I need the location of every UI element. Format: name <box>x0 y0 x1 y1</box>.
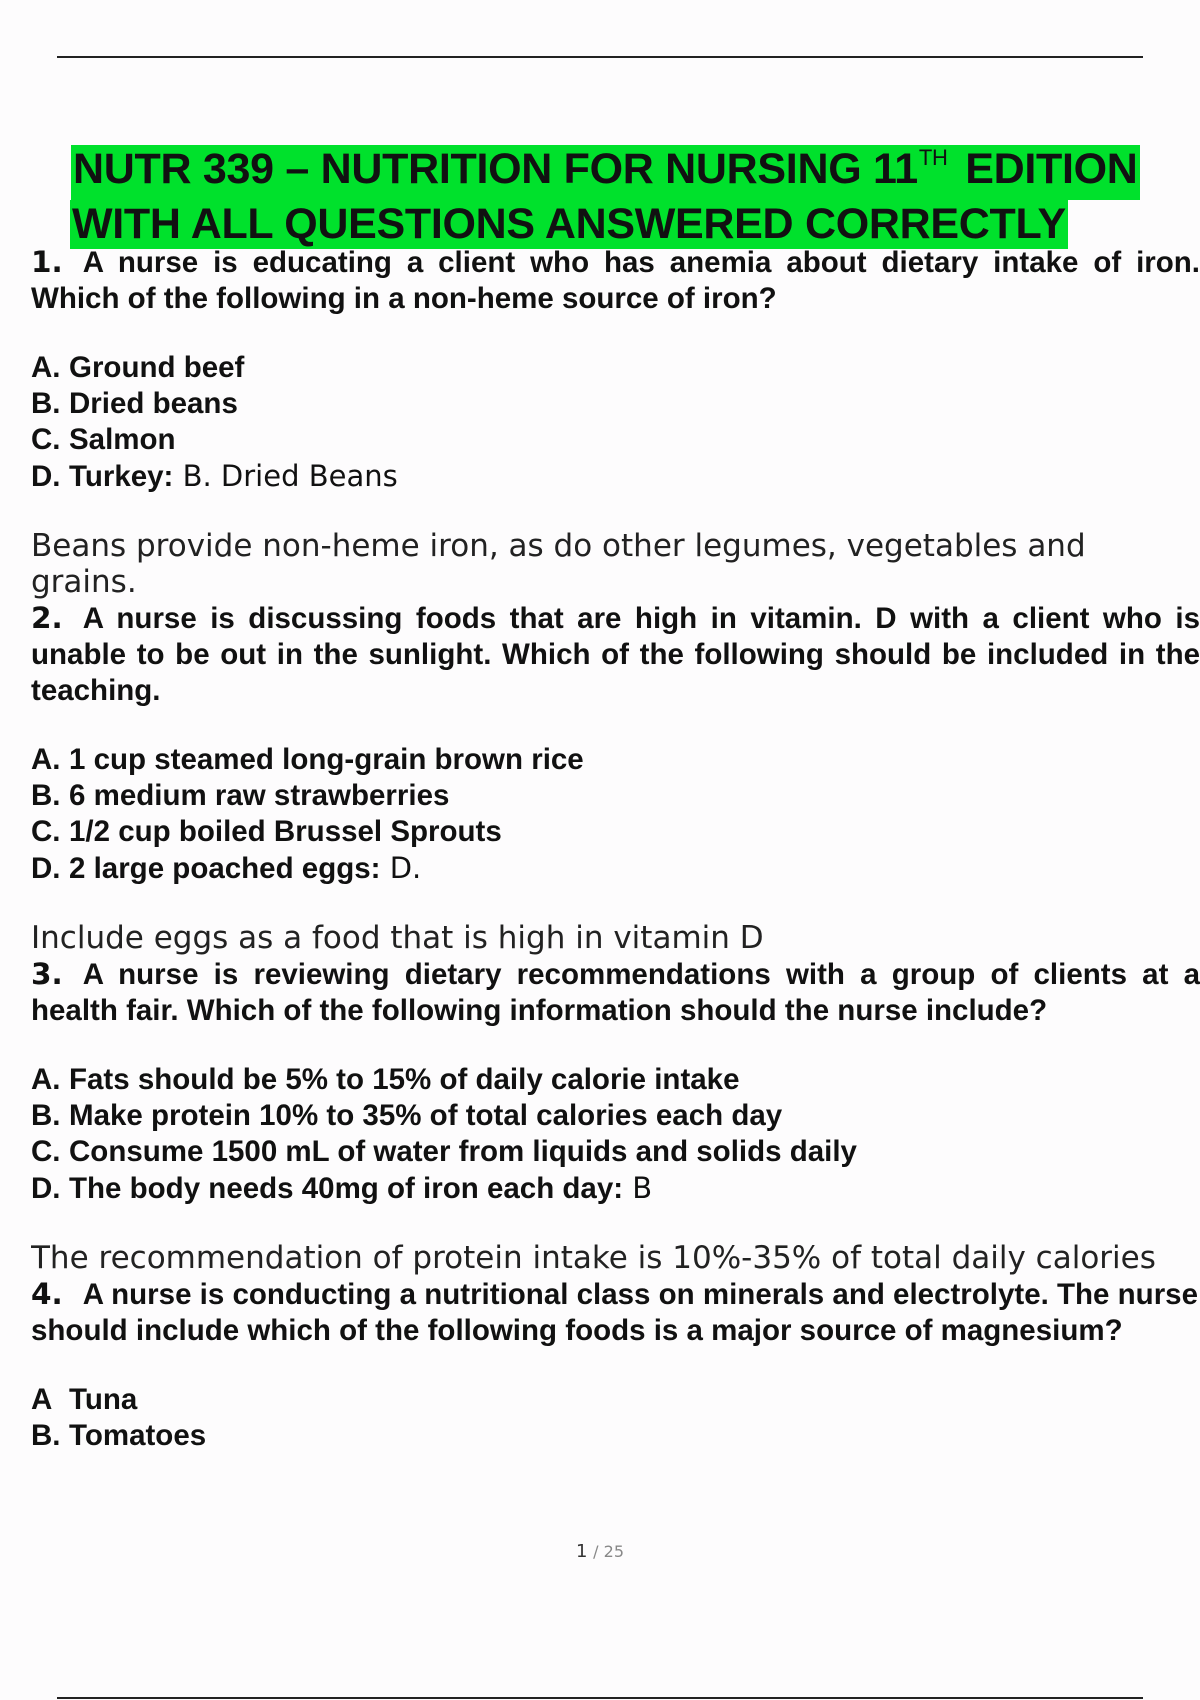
option: B. Tomatoes <box>31 1419 207 1452</box>
question-text: 2. A nurse is discussing foods that are high in vitamin. D with a client who is unable to be out in the sunlight. Which of the following should be included in the teaching. <box>31 601 1200 707</box>
question-text: 4. A nurse is conducting a nutritional class on minerals and electrolyte. The nurse should include which of the following foods is a major source of magnesium? <box>31 1277 1198 1347</box>
option: B. Dried beans <box>31 387 238 420</box>
answer-key: D. <box>380 851 422 885</box>
question-2 <box>31 600 1200 956</box>
title-superscript: TH <box>918 145 948 170</box>
option: C. Consume 1500 mL of water from liquids and solids daily <box>31 1135 857 1168</box>
question-1 <box>31 244 1200 600</box>
title-line-2: WITH ALL QUESTIONS ANSWERED CORRECTLY <box>72 200 1066 248</box>
bottom-rule <box>57 1697 1143 1699</box>
answer-explanation: Beans provide non-heme iron, as do other legumes, vegetables and grains. <box>31 528 1086 600</box>
page-current: 1 <box>575 1541 588 1562</box>
question-4 <box>31 1276 1200 1454</box>
option: C. 1/2 cup boiled Brussel Sprouts <box>31 815 502 848</box>
options-list <box>31 1062 1200 1207</box>
option: D. 2 large poached eggs: D. <box>31 851 422 885</box>
question-text: 1. A nurse is educating a client who has anemia about dietary intake of iron. Which of the following in a non-heme source of iron? <box>31 245 1200 315</box>
title-line-1: NUTR 339 – NUTRITION FOR NURSING 11TH EDITION <box>71 145 1140 200</box>
option: A. Fats should be 5% to 15% of daily calorie intake <box>31 1063 740 1096</box>
answer-explanation: Include eggs as a food that is high in vitamin D <box>31 920 764 956</box>
document-title <box>71 145 1196 249</box>
option: B. 6 medium raw strawberries <box>31 779 450 812</box>
answer-explanation: The recommendation of protein intake is 10%-35% of total daily calories <box>31 1240 1156 1276</box>
options-list <box>31 742 1200 887</box>
top-rule <box>57 56 1143 58</box>
page-total: / 25 <box>593 1542 625 1561</box>
option: D. The body needs 40mg of iron each day: B <box>31 1171 653 1205</box>
answer-key: B. Dried Beans <box>173 459 398 493</box>
option: D. Turkey: B. Dried Beans <box>31 459 398 493</box>
option: B. Make protein 10% to 35% of total calories each day <box>31 1099 783 1132</box>
question-list <box>31 244 1200 1454</box>
page-indicator <box>0 1541 1200 1562</box>
options-list <box>31 1382 1200 1454</box>
options-list <box>31 350 1200 495</box>
option: C. Salmon <box>31 423 176 456</box>
option: A Tuna <box>31 1383 138 1416</box>
answer-key: B <box>623 1171 653 1205</box>
option: A. Ground beef <box>31 351 245 384</box>
question-3 <box>31 956 1200 1276</box>
question-text: 3. A nurse is reviewing dietary recommendations with a group of clients at a health fair. Which of the following information should the nurse include? <box>31 957 1200 1027</box>
option: A. 1 cup steamed long-grain brown rice <box>31 743 584 776</box>
